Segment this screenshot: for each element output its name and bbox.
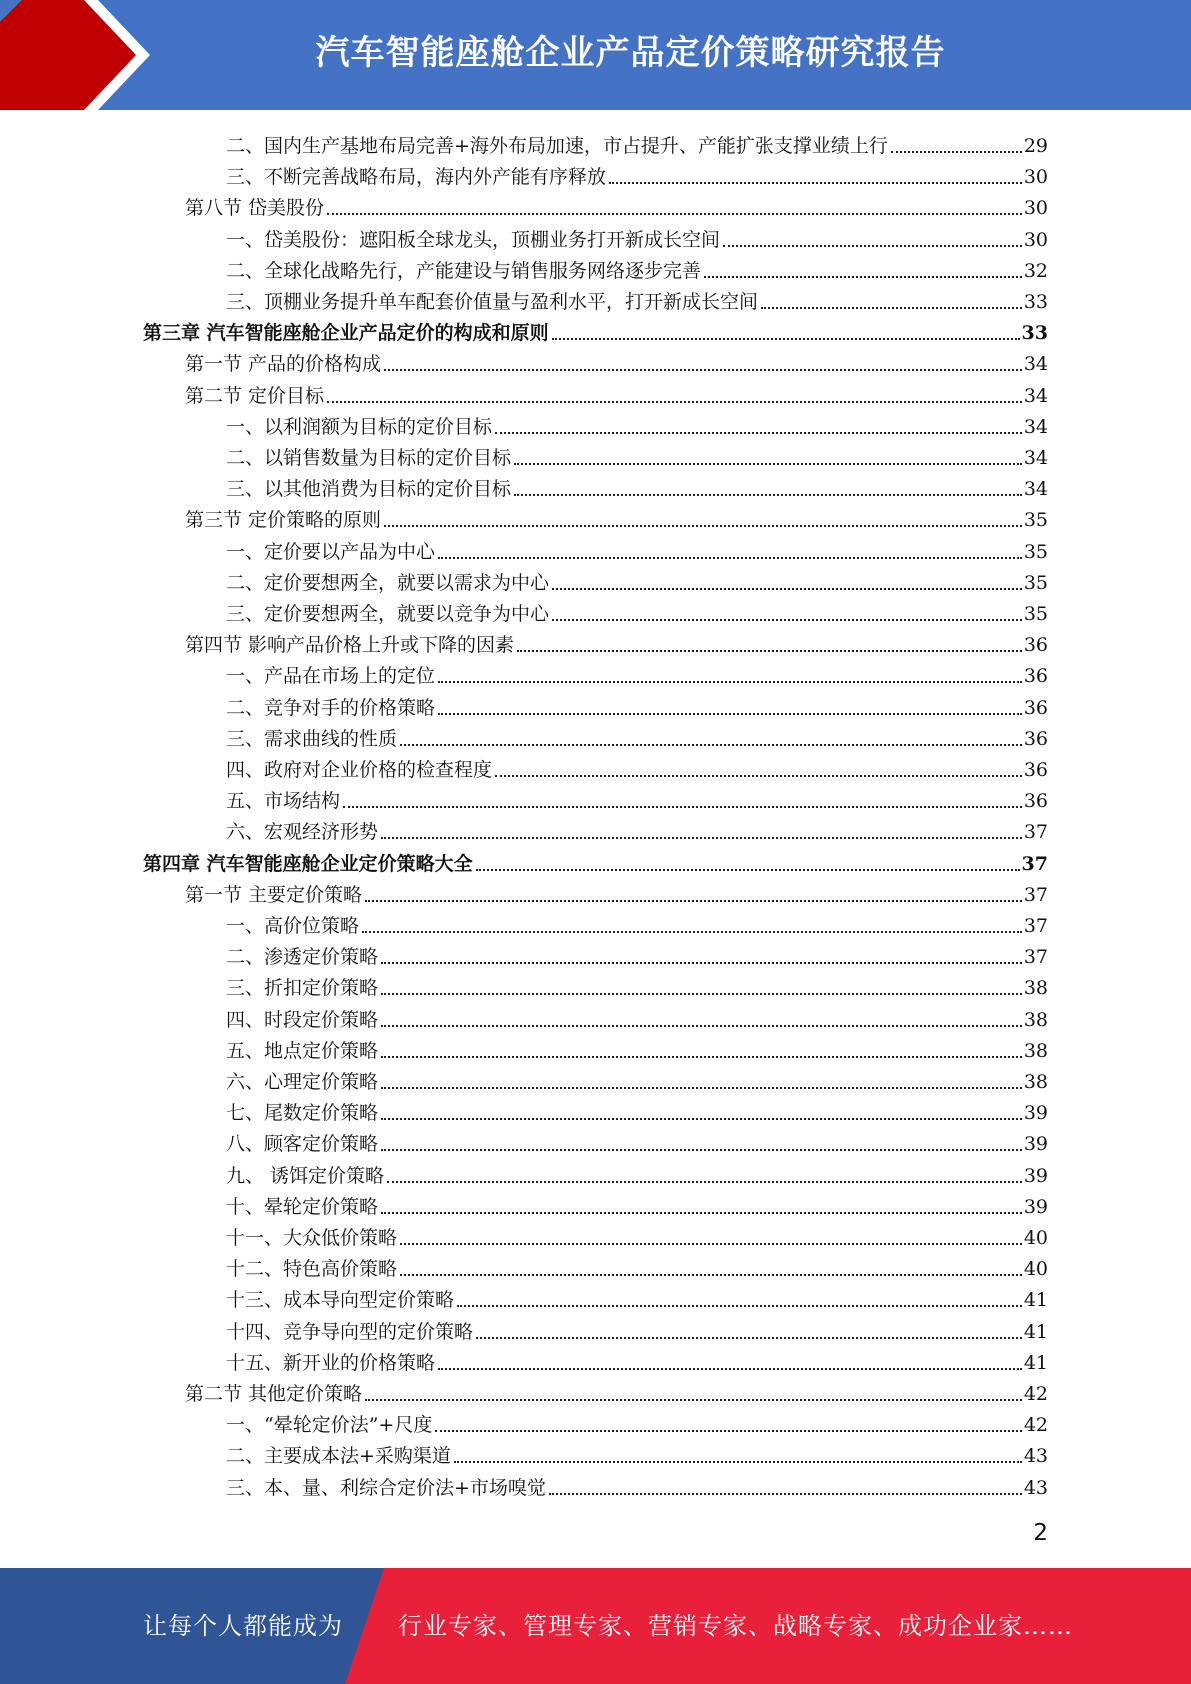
toc-subsection-entry[interactable] bbox=[226, 533, 1048, 564]
toc-entry-page: 30 bbox=[1023, 166, 1048, 189]
toc-subsection-entry[interactable] bbox=[226, 283, 1048, 314]
toc-entry-page: 34 bbox=[1023, 353, 1048, 376]
toc-dot-leader bbox=[365, 900, 1022, 902]
toc-dot-leader bbox=[457, 1305, 1022, 1307]
toc-subsection-entry[interactable] bbox=[226, 1281, 1048, 1312]
toc-dot-leader bbox=[381, 1212, 1022, 1214]
toc-entry-page: 34 bbox=[1023, 384, 1048, 407]
toc-dot-leader bbox=[552, 588, 1022, 590]
toc-entry-title: 八、顾客定价策略 bbox=[226, 1133, 379, 1156]
toc-subsection-entry[interactable] bbox=[226, 813, 1048, 844]
toc-entry-page: 36 bbox=[1023, 759, 1048, 781]
toc-entry-title: 三、以其他消费为目标的定价目标 bbox=[226, 478, 512, 501]
toc-entry-page: 36 bbox=[1023, 790, 1048, 813]
toc-entry-title: 第四节 影响产品价格上升或下降的因素 bbox=[185, 634, 515, 657]
toc-section-entry[interactable] bbox=[185, 189, 1048, 220]
footer-slogan-right: 行业专家、管理专家、营销专家、战略专家、成功企业家…… bbox=[398, 1612, 1073, 1640]
toc-entry-title: 四、时段定价策略 bbox=[226, 1008, 379, 1031]
toc-dot-leader bbox=[381, 1149, 1022, 1151]
toc-subsection-entry[interactable] bbox=[226, 158, 1048, 189]
page-header bbox=[0, 0, 1191, 110]
toc-dot-leader bbox=[327, 213, 1022, 215]
toc-dot-leader bbox=[384, 525, 1022, 527]
toc-chapter-entry[interactable] bbox=[143, 314, 1048, 345]
toc-entry-page: 30 bbox=[1023, 228, 1048, 251]
toc-dot-leader bbox=[381, 1025, 1022, 1027]
toc-entry-title: 第一节 产品的价格构成 bbox=[185, 353, 382, 376]
toc-entry-page: 36 bbox=[1023, 696, 1048, 719]
toc-dot-leader bbox=[476, 869, 1020, 871]
toc-entry-page: 42 bbox=[1023, 1383, 1048, 1405]
header-red-chevron bbox=[0, 0, 136, 110]
toc-entry-title: 第四章 汽车智能座舱企业定价策略大全 bbox=[143, 852, 473, 875]
toc-dot-leader bbox=[549, 1493, 1022, 1495]
toc-entry-title: 三、本、量、利综合定价法+市场嗅觉 bbox=[226, 1476, 546, 1499]
toc-entry-title: 二、主要成本法+采购渠道 bbox=[226, 1445, 451, 1468]
toc-entry-title: 二、渗透定价策略 bbox=[226, 946, 379, 969]
toc-dot-leader bbox=[454, 1461, 1022, 1463]
toc-entry-title: 第三章 汽车智能座舱企业产品定价的构成和原则 bbox=[143, 322, 549, 345]
toc-entry-title: 三、需求曲线的性质 bbox=[226, 727, 398, 750]
toc-entry-title: 十五、新开业的价格策略 bbox=[226, 1351, 436, 1374]
toc-entry-title: 五、地点定价策略 bbox=[226, 1039, 379, 1062]
toc-dot-leader bbox=[381, 837, 1022, 839]
toc-dot-leader bbox=[495, 775, 1022, 777]
toc-entry-page: 33 bbox=[1023, 291, 1048, 313]
toc-entry-title: 十四、竞争导向型的定价策略 bbox=[226, 1320, 474, 1343]
toc-entry-page: 36 bbox=[1023, 665, 1048, 688]
toc-entry-page: 41 bbox=[1023, 1351, 1048, 1374]
toc-entry-page: 37 bbox=[1023, 946, 1048, 969]
toc-subsection-entry[interactable] bbox=[226, 252, 1048, 283]
toc-entry-page: 41 bbox=[1023, 1320, 1048, 1343]
toc-entry-title: 七、尾数定价策略 bbox=[226, 1102, 379, 1125]
toc-entry-page: 39 bbox=[1023, 1133, 1048, 1156]
toc-subsection-entry[interactable] bbox=[226, 1469, 1048, 1500]
toc-entry-title: 一、产品在市场上的定位 bbox=[226, 665, 436, 688]
toc-entry-title: 十二、特色高价策略 bbox=[226, 1258, 398, 1281]
toc-dot-leader bbox=[552, 338, 1020, 340]
toc-entry-page: 43 bbox=[1023, 1445, 1048, 1468]
toc-entry-title: 二、竞争对手的价格策略 bbox=[226, 696, 436, 719]
toc-entry-page: 36 bbox=[1023, 727, 1048, 750]
toc-entry-title: 一、定价要以产品为中心 bbox=[226, 540, 436, 563]
toc-subsection-entry[interactable] bbox=[226, 657, 1048, 688]
toc-dot-leader bbox=[381, 1056, 1022, 1058]
toc-subsection-entry[interactable] bbox=[226, 720, 1048, 751]
toc-entry-title: 六、宏观经济形势 bbox=[226, 821, 379, 844]
toc-entry-page: 35 bbox=[1023, 509, 1048, 532]
toc-dot-leader bbox=[327, 401, 1022, 403]
toc-section-entry[interactable] bbox=[185, 876, 1048, 907]
toc-section-entry[interactable] bbox=[185, 626, 1048, 657]
toc-subsection-entry[interactable] bbox=[226, 1437, 1048, 1468]
toc-entry-title: 一、高价位策略 bbox=[226, 915, 360, 937]
toc-dot-leader bbox=[891, 151, 1022, 153]
toc-entry-page: 38 bbox=[1023, 1071, 1048, 1093]
toc-entry-page: 37 bbox=[1023, 915, 1048, 937]
toc-entry-page: 42 bbox=[1023, 1414, 1048, 1437]
toc-entry-page: 35 bbox=[1023, 603, 1048, 625]
toc-dot-leader bbox=[476, 1337, 1022, 1339]
page-number: 2 bbox=[1033, 1520, 1048, 1546]
toc-entry-title: 九、 诱饵定价策略 bbox=[226, 1164, 385, 1187]
toc-subsection-entry[interactable] bbox=[226, 595, 1048, 626]
toc-subsection-entry[interactable] bbox=[226, 1406, 1048, 1437]
toc-entry-page: 35 bbox=[1023, 540, 1048, 563]
toc-dot-leader bbox=[365, 1399, 1022, 1401]
toc-entry-page: 39 bbox=[1023, 1164, 1048, 1187]
toc-entry-title: 十、晕轮定价策略 bbox=[226, 1195, 379, 1218]
toc-entry-title: 二、以销售数量为目标的定价目标 bbox=[226, 447, 512, 469]
toc-chapter-entry[interactable] bbox=[143, 845, 1048, 876]
toc-section-entry[interactable] bbox=[185, 377, 1048, 408]
toc-dot-leader bbox=[514, 494, 1022, 496]
toc-subsection-entry[interactable] bbox=[226, 1063, 1048, 1094]
toc-entry-page: 43 bbox=[1023, 1476, 1048, 1499]
toc-subsection-entry[interactable] bbox=[226, 1094, 1048, 1125]
toc-dot-leader bbox=[495, 432, 1022, 434]
toc-entry-page: 34 bbox=[1023, 415, 1048, 438]
toc-entry-title: 三、不断完善战略布局，海内外产能有序释放 bbox=[226, 166, 607, 189]
toc-subsection-entry[interactable] bbox=[226, 751, 1048, 782]
toc-entry-page: 41 bbox=[1023, 1289, 1048, 1312]
toc-entry-page: 38 bbox=[1023, 1039, 1048, 1062]
toc-entry-page: 40 bbox=[1023, 1258, 1048, 1281]
toc-subsection-entry[interactable] bbox=[226, 907, 1048, 938]
toc-subsection-entry[interactable] bbox=[226, 470, 1048, 501]
toc-subsection-entry[interactable] bbox=[226, 1219, 1048, 1250]
toc-dot-leader bbox=[552, 619, 1022, 621]
toc-dot-leader bbox=[438, 713, 1022, 715]
toc-entry-page: 32 bbox=[1023, 259, 1048, 282]
toc-subsection-entry[interactable] bbox=[226, 938, 1048, 969]
toc-dot-leader bbox=[381, 1087, 1022, 1089]
toc-dot-leader bbox=[384, 369, 1022, 371]
page-footer bbox=[0, 1568, 1191, 1684]
toc-dot-leader bbox=[362, 931, 1022, 933]
toc-entry-title: 第二节 定价目标 bbox=[185, 384, 325, 407]
toc-dot-leader bbox=[387, 1181, 1022, 1183]
toc-entry-title: 二、定价要想两全，就要以需求为中心 bbox=[226, 571, 550, 594]
toc-subsection-entry[interactable] bbox=[226, 1344, 1048, 1375]
toc-section-entry[interactable] bbox=[185, 501, 1048, 532]
toc-entry-page: 34 bbox=[1023, 478, 1048, 501]
toc-entry-title: 一、岱美股份：遮阳板全球龙头，顶棚业务打开新成长空间 bbox=[226, 228, 721, 251]
toc-section-entry[interactable] bbox=[185, 345, 1048, 376]
toc-entry-page: 38 bbox=[1023, 977, 1048, 1000]
toc-entry-page: 38 bbox=[1023, 1008, 1048, 1031]
toc-entry-title: 第一节 主要定价策略 bbox=[185, 883, 363, 906]
toc-entry-title: 五、市场结构 bbox=[226, 790, 341, 813]
toc-subsection-entry[interactable] bbox=[226, 1125, 1048, 1156]
toc-dot-leader bbox=[438, 1368, 1022, 1370]
toc-dot-leader bbox=[438, 557, 1022, 559]
toc-entry-page: 33 bbox=[1021, 322, 1048, 345]
toc-dot-leader bbox=[723, 245, 1022, 247]
toc-entry-page: 39 bbox=[1023, 1195, 1048, 1218]
toc-entry-title: 三、定价要想两全，就要以竞争为中心 bbox=[226, 603, 550, 625]
toc-entry-page: 34 bbox=[1023, 447, 1048, 469]
toc-entry-page: 35 bbox=[1023, 571, 1048, 594]
toc-subsection-entry[interactable] bbox=[226, 969, 1048, 1000]
toc-entry-page: 39 bbox=[1023, 1102, 1048, 1125]
toc-entry-title: 第八节 岱美股份 bbox=[185, 197, 325, 220]
toc-subsection-entry[interactable] bbox=[226, 439, 1048, 470]
toc-entry-title: 第二节 其他定价策略 bbox=[185, 1383, 363, 1405]
toc-subsection-entry[interactable] bbox=[226, 1250, 1048, 1281]
toc-subsection-entry[interactable] bbox=[226, 1188, 1048, 1219]
toc-entry-page: 36 bbox=[1023, 634, 1048, 657]
toc-dot-leader bbox=[400, 1243, 1022, 1245]
toc-dot-leader bbox=[609, 182, 1022, 184]
toc-dot-leader bbox=[381, 993, 1022, 995]
toc-entry-page: 37 bbox=[1023, 883, 1048, 906]
toc-entry-title: 一、“晕轮定价法”+尺度 bbox=[226, 1414, 433, 1437]
toc-subsection-entry[interactable] bbox=[226, 1313, 1048, 1344]
toc-entry-title: 三、顶棚业务提升单车配套价值量与盈利水平，打开新成长空间 bbox=[226, 291, 759, 313]
toc-subsection-entry[interactable] bbox=[226, 1032, 1048, 1063]
toc-dot-leader bbox=[343, 806, 1022, 808]
toc-subsection-entry[interactable] bbox=[226, 1157, 1048, 1188]
toc-entry-page: 37 bbox=[1023, 821, 1048, 844]
toc-subsection-entry[interactable] bbox=[226, 782, 1048, 813]
toc-entry-title: 一、以利润额为目标的定价目标 bbox=[226, 415, 493, 438]
toc-entry-page: 29 bbox=[1023, 135, 1048, 157]
toc-dot-leader bbox=[761, 307, 1022, 309]
toc-subsection-entry[interactable] bbox=[226, 221, 1048, 252]
toc-subsection-entry[interactable] bbox=[226, 564, 1048, 595]
toc-subsection-entry[interactable] bbox=[226, 127, 1048, 158]
toc-dot-leader bbox=[517, 650, 1022, 652]
toc-section-entry[interactable] bbox=[185, 1375, 1048, 1406]
toc-subsection-entry[interactable] bbox=[226, 689, 1048, 720]
toc-subsection-entry[interactable] bbox=[226, 1001, 1048, 1032]
toc-entry-title: 三、折扣定价策略 bbox=[226, 977, 379, 1000]
toc-entry-title: 十一、大众低价策略 bbox=[226, 1227, 398, 1249]
toc-dot-leader bbox=[438, 681, 1022, 683]
toc-entry-page: 37 bbox=[1021, 852, 1048, 875]
toc-dot-leader bbox=[514, 463, 1022, 465]
toc-entry-title: 十三、成本导向型定价策略 bbox=[226, 1289, 455, 1312]
toc-dot-leader bbox=[704, 276, 1022, 278]
toc-dot-leader bbox=[381, 962, 1022, 964]
toc-entry-title: 四、政府对企业价格的检查程度 bbox=[226, 759, 493, 781]
toc-dot-leader bbox=[400, 744, 1022, 746]
document-title: 汽车智能座舱企业产品定价策略研究报告 bbox=[315, 33, 946, 73]
toc-entry-title: 第三节 定价策略的原则 bbox=[185, 509, 382, 532]
toc-entry-page: 40 bbox=[1023, 1227, 1048, 1249]
toc-entry-title: 二、国内生产基地布局完善+海外布局加速，市占提升、产能扩张支撑业绩上行 bbox=[226, 135, 888, 157]
toc-dot-leader bbox=[435, 1430, 1021, 1432]
toc-entry-title: 二、全球化战略先行，产能建设与销售服务网络逐步完善 bbox=[226, 259, 702, 282]
toc-entry-title: 六、心理定价策略 bbox=[226, 1071, 379, 1093]
footer-slogan-left: 让每个人都能成为 bbox=[143, 1612, 343, 1640]
toc-subsection-entry[interactable] bbox=[226, 408, 1048, 439]
toc-dot-leader bbox=[381, 1118, 1022, 1120]
toc-entry-page: 30 bbox=[1023, 197, 1048, 220]
toc-dot-leader bbox=[400, 1274, 1022, 1276]
